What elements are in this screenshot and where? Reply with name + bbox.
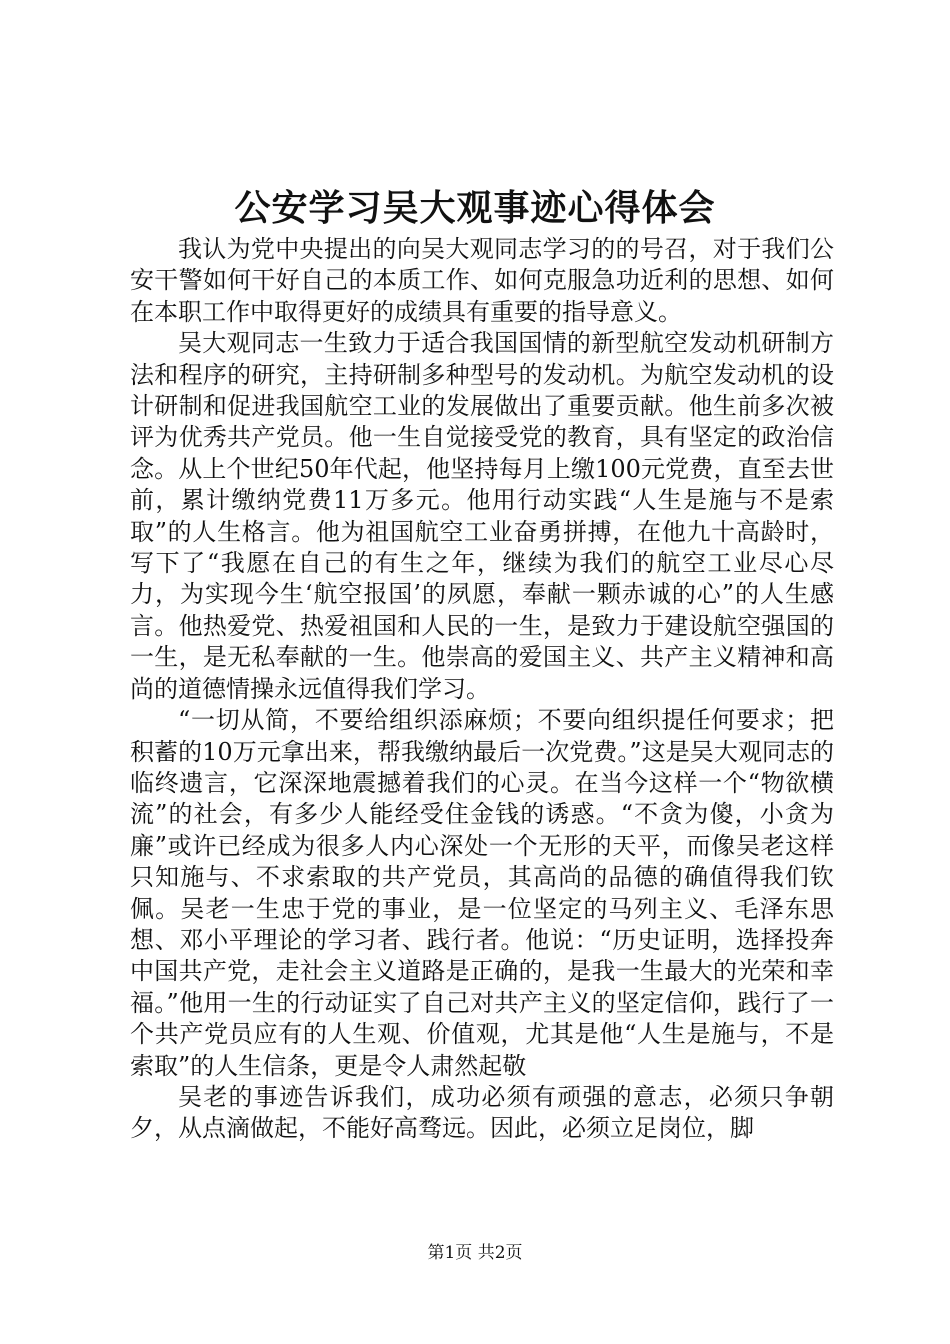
paragraph-3: “一切从简，不要给组织添麻烦；不要向组织提任何要求；把积蓄的10万元拿出来，帮我缴纳最后一次党费。”这是吴大观同志的临终遗言，它深深地震撼着我们的心灵。在当今这样一个“物欲横流”的社会，有多少人能经受住金钱的诱惑。“不贪为傻，小贪为廉”或许已经成为很多人内心深处一个无形的天平，而像吴老这样只知施与、不求索取的共产党员，其高尚的品德的确值得我们钦佩。吴老一生忠于党的事业，是一位坚定的马列主义、毛泽东思想、邓小平理论的学习者、践行者。他说：“历史证明，选择投奔中国共产党，走社会主义道路是正确的，是我一生最大的光荣和幸福。”他用一生的行动证实了自己对共产主义的坚定信仰，践行了一个共产党员应有的人生观、价值观，尤其是他“人生是施与，不是索取”的人生信条，更是令人肃然起敬 [130,706,834,1080]
paragraph-2: 吴大观同志一生致力于适合我国国情的新型航空发动机研制方法和程序的研究，主持研制多种型号的发动机。为航空发动机的设计研制和促进我国航空工业的发展做出了重要贡献。他生前多次被评为优秀共产党员。他一生自觉接受党的教育，具有坚定的政治信念。从上个世纪50年代起，他坚持每月上缴100元党费，直至去世前，累计缴纳党费11万多元。他用行动实践“人生是施与不是索取”的人生格言。他为祖国航空工业奋勇拼搏，在他九十高龄时，写下了“我愿在自己的有生之年，继续为我们的航空工业尽心尽力，为实现今生‘航空报国’的夙愿，奉献一颗赤诚的心”的人生感言。他热爱党、热爱祖国和人民的一生，是致力于建设航空强国的一生，是无私奉献的一生。他崇高的爱国主义、共产主义精神和高尚的道德情操永远值得我们学习。 [130,329,834,703]
paragraph-1: 我认为党中央提出的向吴大观同志学习的的号召，对于我们公安干警如何干好自己的本质工作、如何克服急功近利的思想、如何在本职工作中取得更好的成绩具有重要的指导意义。 [130,235,834,326]
document-body [130,234,834,1145]
page-number-footer: 第1页 共2页 [427,1243,523,1263]
paragraph-4: 吴老的事迹告诉我们，成功必须有顽强的意志，必须只争朝夕，从点滴做起，不能好高骛远。因此，必须立足岗位，脚 [130,1082,834,1143]
document-title: 公安学习吴大观事迹心得体会 [234,187,716,229]
